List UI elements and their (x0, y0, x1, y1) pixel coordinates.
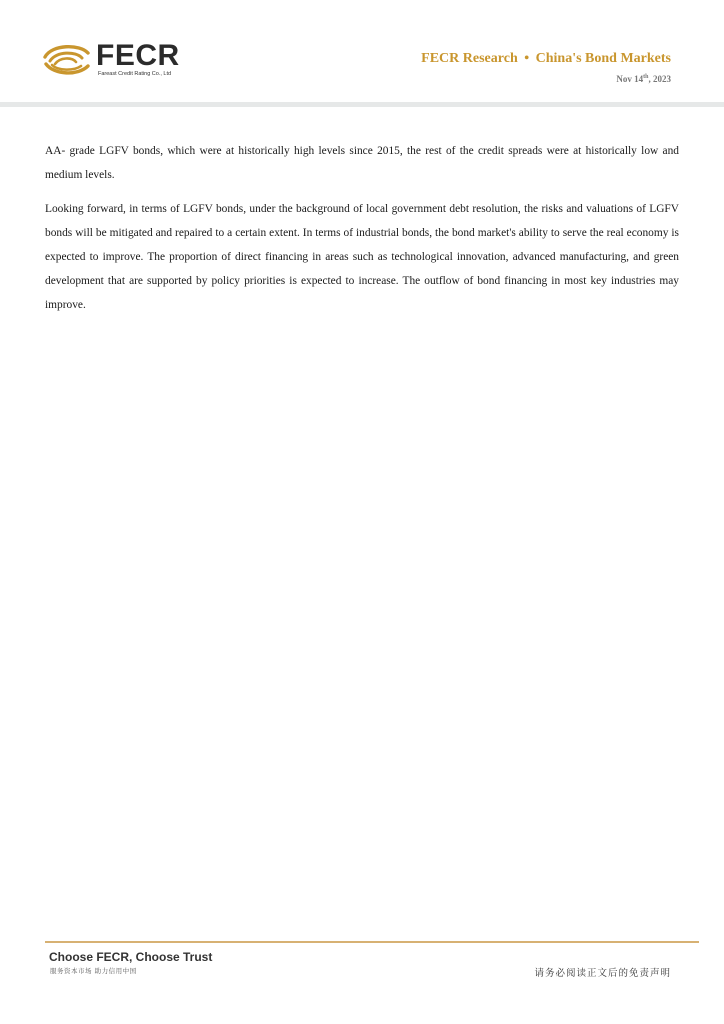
logo-subtitle: Fareast Credit Rating Co., Ltd (98, 71, 172, 77)
footer-slogan: Choose FECR, Choose Trust (49, 950, 213, 964)
fecr-logo-icon (42, 40, 92, 80)
date-suffix: th (643, 74, 649, 80)
date-month: Nov (616, 74, 632, 84)
report-topic: China's Bond Markets (535, 51, 671, 66)
disclaimer-link[interactable]: 请务必阅读正文后的免责声明 (534, 968, 671, 979)
logo-wordmark: FECR (96, 39, 180, 72)
date-day: 14 (634, 74, 644, 84)
report-date (616, 74, 671, 84)
report-series: FECR Research (421, 51, 518, 66)
page-header (0, 0, 724, 108)
footer-slogan-sub: 服务资本市场 助力信用中国 (50, 967, 137, 975)
report-title (421, 51, 671, 67)
date-year: , 2023 (648, 74, 671, 84)
paragraph: AA- grade LGFV bonds, which were at historically high levels since 2015, the rest of the credit spreads were at historically low and medium levels. (45, 145, 679, 181)
header-divider (0, 102, 724, 107)
paragraph: Looking forward, in terms of LGFV bonds, under the background of local government debt resolution, the risks and valuations of LGFV bonds will be mitigated and repaired to a certain extent. In terms of industrial bonds, the bond market's ability to serve the real economy is expected to improve. The proportion of direct financing in areas such as technological innovation, advanced manufacturing, and green development that are supported by policy priorities is expected to increase. The outflow of bond financing in most key industries may improve. (45, 203, 679, 311)
title-separator: • (524, 51, 530, 66)
fecr-logo (42, 40, 202, 82)
footer-divider (45, 941, 699, 943)
body-text (45, 139, 679, 327)
